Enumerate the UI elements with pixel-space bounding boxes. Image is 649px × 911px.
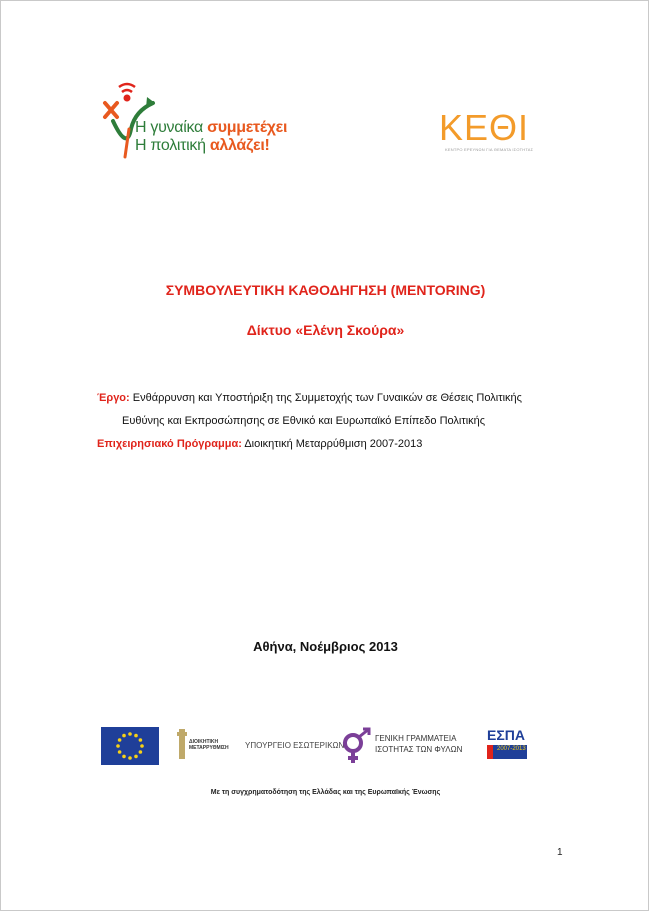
page-number: 1 — [557, 847, 563, 858]
kethi-logo — [437, 109, 547, 159]
document-date: Αθήνα, Νοέμβριος 2013 — [253, 639, 398, 654]
slogan-line-1: Η γυναίκα συμμετέχει — [135, 119, 288, 136]
document-title: ΣΥΜΒΟΥΛΕΥΤΙΚΗ ΚΑΘΟΔΗΓΗΣΗ (MENTORING) — [165, 282, 486, 298]
gender-symbol-icon — [339, 727, 373, 765]
greek-cross-emblem-icon — [177, 729, 187, 759]
project-label: Έργο: — [97, 392, 130, 404]
eu-flag-logo — [101, 727, 159, 770]
funding-note: Με τη συγχρηματοδότηση της Ελλάδας και της Ευρωπαϊκής Ένωσης — [210, 789, 441, 796]
project-line-2: Ευθύνης και Εκπροσώπησης σε Εθνικό και Ευρωπαϊκό Επίπεδο Πολιτικής — [122, 415, 486, 427]
program-label: Επιχειρησιακό Πρόγραμμα: — [97, 438, 242, 450]
gender-secretariat-text: ΓΕΝΙΚΗ ΓΡΑΜΜΑΤΕΙΑ ΙΣΟΤΗΤΑΣ ΤΩΝ ΦΥΛΩΝ — [375, 734, 463, 754]
admin-reform-text: ΔΙΟΙΚΗΤΙΚΗ ΜΕΤΑΡΡΥΘΜΙΣΗ — [189, 739, 229, 751]
document-subtitle: Δίκτυο «Ελένη Σκούρα» — [246, 322, 405, 338]
ministry-interior-logo: ΥΠΟΥΡΓΕΙΟ ΕΣΩΤΕΡΙΚΩΝ — [245, 741, 345, 750]
campaign-logo — [97, 81, 297, 161]
project-line-1 — [97, 387, 567, 410]
kethi-logo-name: ΚΕΘΙ — [439, 107, 530, 148]
espa-years: 2007-2013 — [497, 746, 526, 752]
project-info — [97, 387, 567, 456]
espa-name: ΕΣΠΑ — [487, 727, 525, 743]
kethi-logo-subtitle: ΚΕΝΤΡΟ ΕΡΕΥΝΩΝ ΓΙΑ ΘΕΜΑΤΑ ΙΣΟΤΗΤΑΣ — [445, 147, 534, 152]
program-line — [97, 433, 567, 456]
slogan-line-2: Η πολιτική αλλάζει! — [135, 137, 270, 154]
espa-logo — [487, 727, 529, 767]
eu-flag-icon — [101, 727, 159, 765]
project-text-1: Ενθάρρυνση και Υποστήριξη της Συμμετοχής των Γυναικών σε Θέσεις Πολιτικής — [129, 392, 522, 404]
program-text: Διοικητική Μεταρρύθμιση 2007-2013 — [241, 438, 423, 450]
